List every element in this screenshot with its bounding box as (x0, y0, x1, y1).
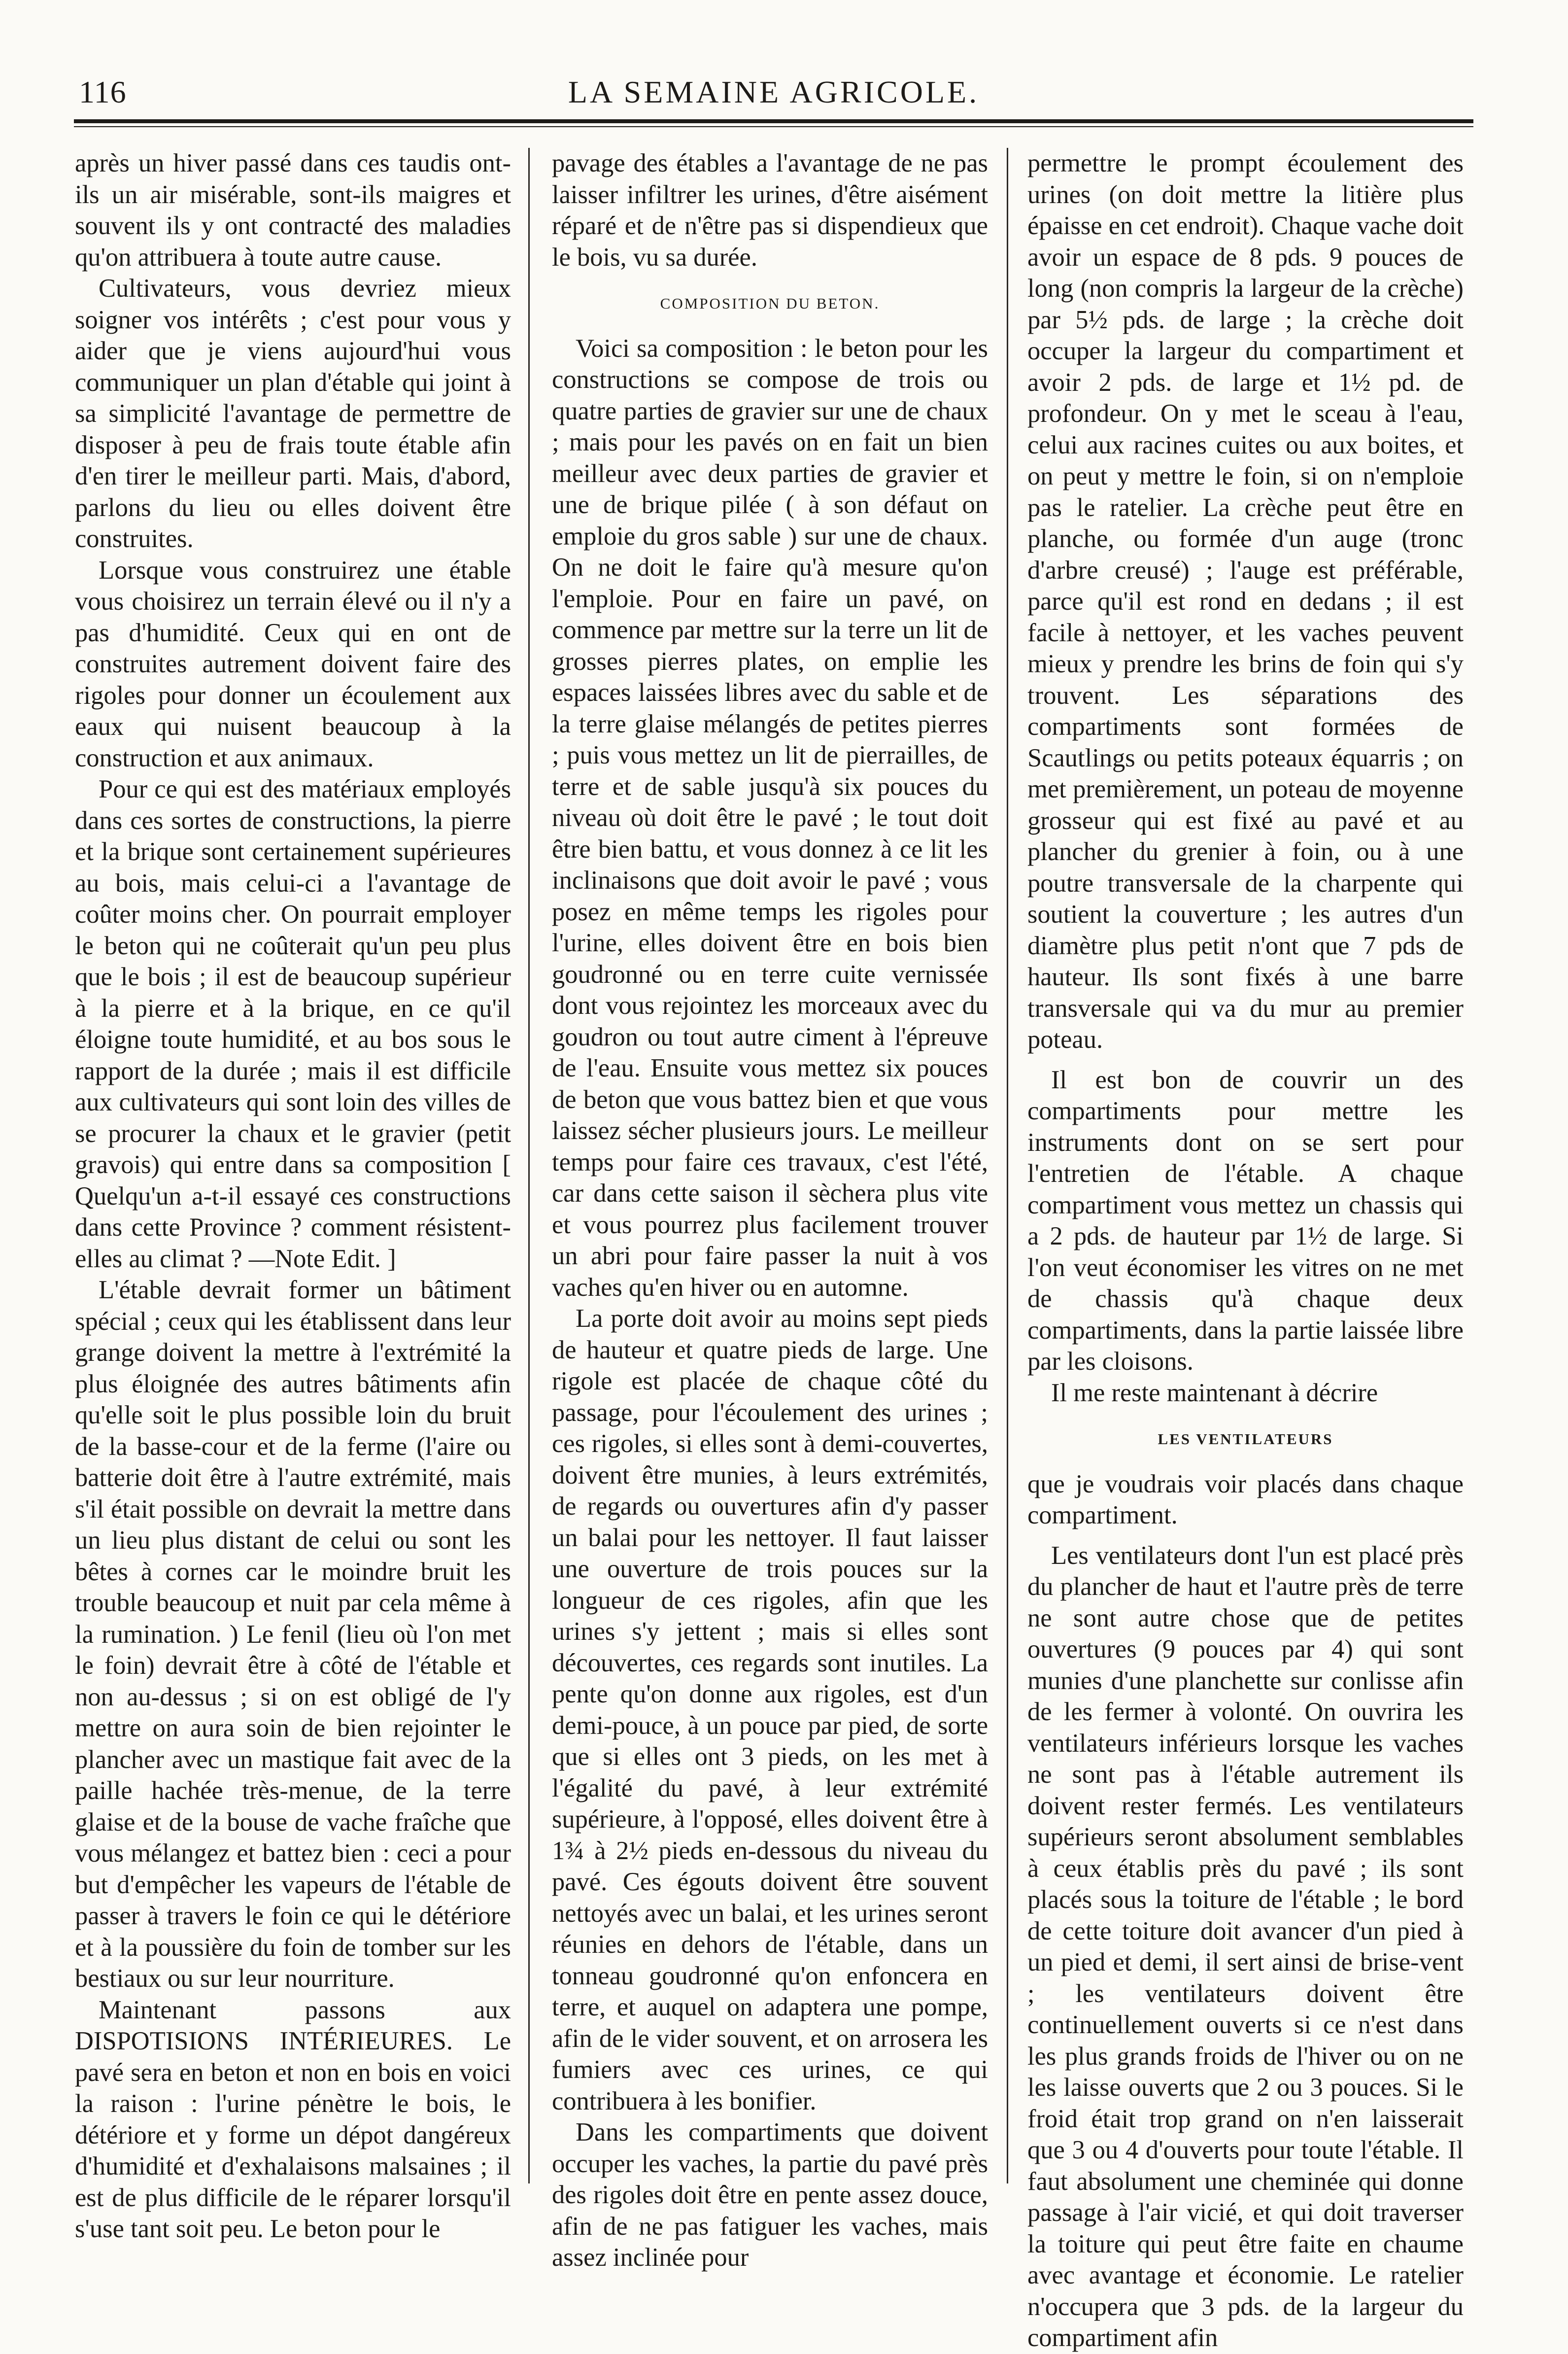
masthead (74, 74, 1473, 128)
text-column-2 (552, 148, 988, 2272)
column-divider (528, 148, 530, 2183)
paragraph: permettre le prompt écoulement des urines (on doit mettre la litière plus épaisse en cet endroit). Chaque vache doit avoir un espace de 8 pds. 9 pouces de long (non compris la largeur de la crèche) par 5½ pds. de large ; la crèche doit occuper la largeur du compartiment et avoir 2 pds. de large et 1½ pd. de profondeur. On y met le sceau à l'eau, celui aux racines cuites ou aux boites, et on peut y mettre le foin, si on n'emploie pas le ratelier. La crèche peut être en planche, ou formée d'un auge (tronc d'arbre creusé) ; l'auge est préférable, parce qu'il est rond en dedans ; il est facile à nettoyer, et les vaches peuvent mieux y prendre les brins de foin qui s'y trouvent. Les séparations des compartiments sont formées de Scautlings ou petits poteaux équarris ; on met premièrement, un poteau de moyenne grosseur qui est fixé au pavé et au plancher du grenier à foin, ou à une poutre transversale de la charpente qui soutient la couverture ; les autres d'un diamètre plus petit n'ont que 7 pds de hauteur. Ils sont fixés à une barre transversale qui va du mur au premier poteau. (1027, 149, 1464, 1054)
journal-title: LA SEMAINE AGRICOLE. (568, 74, 980, 109)
paragraph: pavage des étables a l'avantage de ne pas laisser infiltrer les urines, d'être aisément réparé et de n'être pas si dispendieux que le bois, vu sa durée. (552, 149, 988, 272)
paragraph: après un hiver passé dans ces taudis ont-ils un air misérable, sont-ils maigres et souvent ils y ont contracté des maladies qu'on attribuera à toute autre cause. (75, 149, 511, 272)
header-rule-thin (74, 126, 1473, 127)
text-column-3 (1027, 148, 1464, 2352)
section-heading: LES VENTILATEURS (1158, 1430, 1333, 1448)
paragraph: La porte doit avoir au moins sept pieds de hauteur et quatre pieds de large. Une rigole est placée de chaque côté du passage, pour l'écoulement des urines ; ces rigoles, si elles sont à demi-couvertes, doivent être munies, à leurs extrémités, de regards ou ouvertures afin d'y passer un balai pour les nettoyer. Il faut laisser une ouverture de trois pouces sur la longueur de ces rigoles, afin que les urines s'y jettent ; mais si elles sont découvertes, ces regards sont inutiles. La pente qu'on donne aux rigoles, est d'un demi-pouce, à un pouce par pied, de sorte que si elles ont 3 pieds, on les met à l'égalité du pavé, à leur extrémité supérieure, à l'opposé, elles doivent être à 1¾ à 2½ pieds en-dessous du niveau du pavé. Ces égouts doivent être souvent nettoyés avec un balai, et les urines seront réunies en dehors de l'étable, dans un tonneau goudronné qu'on enfoncera en terre, et auquel on adaptera une pompe, afin de le vider souvent, et on arrosera les fumiers avec ces urines, ce qui contribuera à les bonifier. (552, 1304, 988, 2115)
column-divider (1007, 148, 1008, 2183)
header-rule-thick (74, 119, 1473, 123)
paragraph: Il me reste maintenant à décrire (1051, 1378, 1378, 1407)
paragraph: Les ventilateurs dont l'un est placé près du plancher de haut et l'autre près de terre ne sont autre chose que de petites ouvertures (9 pouces par 4) qui sont munies d'une planchette sur conlisse afin de les fermer à volonté. On ouvrira les ventilateurs inférieurs lorsque les vaches ne sont pas à l'étable autrement ils doivent rester fermés. Les ventilateurs supérieurs seront absolument semblables à ceux établis près du pavé ; ils sont placés sous la toiture de l'étable ; le bord de cette toiture doit avancer d'un pied à un pied et demi, il sert ainsi de brise-vent ; les ventilateurs doivent être continuellement ouverts si ce n'est dans les plus grands froids de l'hiver ou on ne les laisse ouverts que 2 ou 3 pouces. Si le froid était trop grand on n'en laisserait que 3 ou 4 d'ouverts pour toute l'étable. Il faut absolument une cheminée qui donne passage à l'air vicié, et qui doit traverser la toiture qui peut être faite en chaume avec avantage et économie. Le ratelier n'occupera que 3 pds. de la largeur du compartiment afin (1027, 1541, 1464, 2352)
paragraph: Maintenant passons aux DISPOTISIONS INTÉRIEURES. Le pavé sera en beton et non en bois en voici la raison : l'urine pénètre le bois, le détériore et y forme un dépot dangéreux d'humidité et d'exhalaisons malsaines ; il est de plus difficile de le réparer lorsqu'il s'use tant soit peu. Le beton pour le (75, 1995, 511, 2243)
page-number: 116 (79, 74, 127, 109)
paragraph: Voici sa composition : le beton pour les constructions se compose de trois ou quatre parties de gravier sur une de chaux ; mais pour les pavés on en fait un bien meilleur avec deux parties de gravier et une de brique pilée ( à son défaut on emploie du gros sable ) sur une de chaux. On ne doit le faire qu'à mesure qu'on l'emploie. Pour en faire un pavé, on commence par mettre sur la terre un lit de grosses pierres plates, on emplie les espaces laissées libres avec du sable et de la terre glaise mélangés de petites pierres ; puis vous mettez un lit de pierrailles, de terre et de sable jusqu'à six pouces du niveau où doit être le pavé ; le tout doit être bien battu, et vous donnez à ce lit les inclinaisons que doit avoir le pavé ; vous posez en même temps les rigoles pour l'urine, elles doivent être en bois bien goudronné ou en terre cuite vernissée dont vous rejointez les morceaux avec du goudron ou tout autre ciment à l'épreuve de l'eau. Ensuite vous mettez six pouces de beton que vous battez bien et que vous laissez sécher plusieurs jours. Le meilleur temps pour faire ces travaux, c'est l'été, car dans cette saison il sèchera plus vite et vous pourrez plus facilement trouver un abri pour faire passer la nuit à vos vaches qu'en hiver ou en automne. (552, 334, 988, 1302)
paragraph: L'étable devrait former un bâtiment spécial ; ceux qui les établissent dans leur grange doivent la mettre à l'extrémité la plus éloignée des autres bâtiments afin qu'elle soit le plus possible loin du bruit de la basse-cour et de la ferme (l'aire ou batterie doit être à l'autre extrémité, mais s'il était possible on devrait la mettre dans un lieu plus distant de celui ou sont les bêtes à cornes car le moindre bruit les trouble beaucoup et nuit par cela même à la rumination. ) Le fenil (lieu où l'on met le foin) devrait être à côté de l'étable et non au-dessus ; si on est obligé de l'y mettre on aura soin de bien rejointer le plancher avec un mastique fait avec de la paille hachée très-menue, de la terre glaise et de la bouse de vache fraîche que vous mélangez et battez bien : ceci a pour but d'empêcher les vapeurs de l'étable de passer à travers le foin ce qui le détériore et à la poussière du foin de tomber sur les bestiaux ou sur leur nourriture. (75, 1276, 511, 1993)
paragraph: que je voudrais voir placés dans chaque compartiment. (1027, 1469, 1464, 1529)
text-column-1 (75, 148, 511, 2243)
section-heading: COMPOSITION DU BETON. (660, 295, 880, 312)
paragraph: Dans les compartiments que doivent occuper les vaches, la partie du pavé près des rigoles doit être en pente assez douce, afin de ne pas fatiguer les vaches, mais assez inclinée pour (552, 2118, 988, 2272)
paragraph: Lorsque vous construirez une étable vous choisirez un terrain élevé ou il n'y a pas d'humidité. Ceux qui en ont de construites autrement doivent faire des rigoles pour donner un écoulement aux eaux qui nuisent beaucoup à la construction et aux animaux. (75, 555, 511, 772)
paragraph: Il est bon de couvrir un des compartiments pour mettre les instruments dont on se sert pour l'entretien de l'étable. A chaque compartiment vous mettez un chassis qui a 2 pds. de hauteur par 1½ de large. Si l'on veut économiser les vitres on ne met de chassis qu'à chaque deux compartiments, dans la partie laissée libre par les cloisons. (1027, 1065, 1464, 1376)
paragraph: Pour ce qui est des matériaux employés dans ces sortes de constructions, la pierre et la brique sont certainement supérieures au bois, mais celui-ci a l'avantage de coûter moins cher. On pourrait employer le beton qui ne coûterait qu'un peu plus que le bois ; il est de beaucoup supérieur à la pierre et à la brique, en ce qu'il éloigne toute humidité, et au bos sous le rapport de la durée ; mais il est difficile aux cultivateurs qui sont loin des villes de se procurer la chaux et le gravier (petit gravois) qui entre dans sa composition [ Quelqu'un a-t-il essayé ces constructions dans cette Province ? comment résistent-elles au climat ? —Note Edit. ] (75, 775, 511, 1273)
paragraph: Cultivateurs, vous devriez mieux soigner vos intérêts ; c'est pour vous y aider que je viens aujourd'hui vous communiquer un plan d'étable qui joint à sa simplicité l'avantage de permettre de disposer à peu de frais toute étable afin d'en tirer le meilleur parti. Mais, d'abord, parlons du lieu ou elles doivent être construites. (75, 274, 511, 553)
